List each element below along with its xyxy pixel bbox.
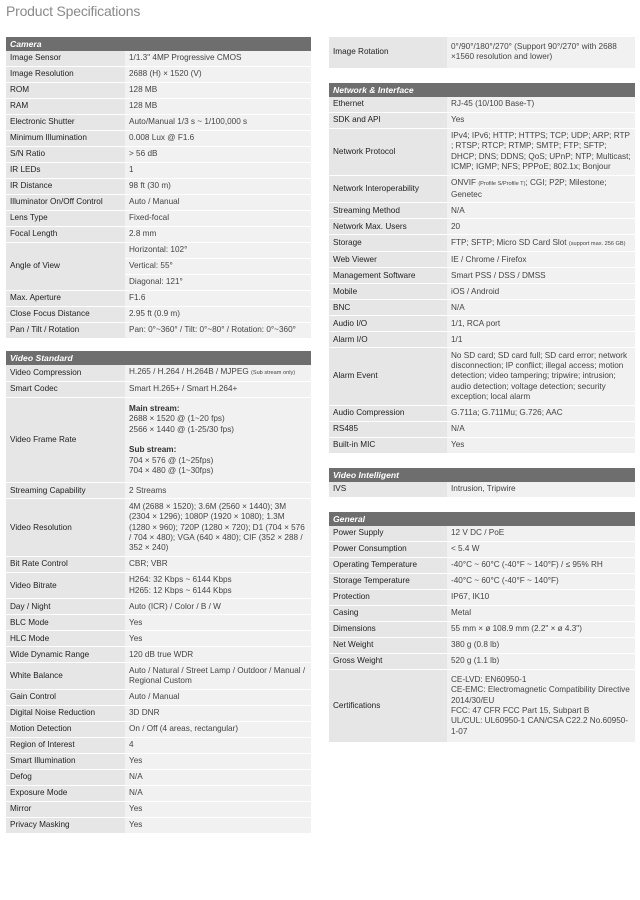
- spec-key: Dimensions: [329, 621, 447, 637]
- spec-row-dimensions: [329, 621, 635, 637]
- spec-row-day-night: [6, 599, 311, 615]
- spec-row-angle-of-view: [6, 243, 311, 291]
- spec-row-rs485: [329, 421, 635, 437]
- spec-value: Yes: [125, 801, 311, 817]
- general-section: [329, 512, 635, 743]
- spec-key: Smart Illumination: [6, 753, 125, 769]
- spec-value: 380 g (0.8 lb): [447, 637, 635, 653]
- spec-key: Built-in MIC: [329, 437, 447, 453]
- spec-row-network-max-users: [329, 219, 635, 235]
- spec-key: Gain Control: [6, 689, 125, 705]
- spec-key: Close Focus Distance: [6, 307, 125, 323]
- spec-value: Metal: [447, 605, 635, 621]
- spec-note: (Sub stream only): [250, 370, 296, 377]
- spec-row-management-software: [329, 268, 635, 284]
- spec-value: 2566 × 1440 @ (1-25/30 fps): [129, 424, 235, 434]
- spec-key: Minimum Illumination: [6, 131, 125, 147]
- camera-table: [6, 51, 311, 339]
- spec-value: N/A: [447, 300, 635, 316]
- spec-row-lens-type: [6, 211, 311, 227]
- spec-value: ONVIF: [451, 178, 477, 188]
- spec-value: H264: 32 Kbps ~ 6144 Kbps: [129, 575, 232, 585]
- spec-key: Illuminator On/Off Control: [6, 195, 125, 211]
- spec-row-hlc-mode: [6, 631, 311, 647]
- network-table: [329, 97, 635, 454]
- spec-value: 128 MB: [125, 99, 311, 115]
- spec-key: Smart Codec: [6, 382, 125, 398]
- spec-value: 2.8 mm: [125, 227, 311, 243]
- spec-key: Max. Aperture: [6, 291, 125, 307]
- spec-row-built-in-mic: [329, 437, 635, 453]
- spec-value: iOS / Android: [447, 284, 635, 300]
- video-intelligent-table: [329, 482, 635, 498]
- spec-key: BNC: [329, 300, 447, 316]
- spec-row-streaming-method: [329, 203, 635, 219]
- spec-value: IP67, IK10: [447, 589, 635, 605]
- spec-row-image-resolution: [6, 67, 311, 83]
- image-rotation-section: [329, 37, 635, 69]
- spec-key: Electronic Shutter: [6, 115, 125, 131]
- spec-row-minimum-illumination: [6, 131, 311, 147]
- spec-value: FTP; SFTP; Micro SD Card Slot: [451, 237, 567, 247]
- spec-value: UL/CUL: UL60950-1 CAN/CSA C22.2 No.60950-1-07: [451, 716, 629, 736]
- spec-key: Mirror: [6, 801, 125, 817]
- spec-row-image-rotation: [329, 37, 635, 68]
- spec-value: Horizontal: 102°: [125, 243, 311, 259]
- spec-value: RJ-45 (10/100 Base-T): [447, 97, 635, 113]
- spec-row-max-aperture: [6, 291, 311, 307]
- spec-row-gross-weight: [329, 653, 635, 669]
- spec-value: 4M (2688 × 1520); 3.6M (2560 × 1440); 3M (2304 × 1296); 1080P (1920 × 1080); 1.3M (1280 × 960); 720P (1280 × 720); D1 (704 × 576 / 704 × 480); VGA (640 × 480); CIF (352 × 288 / 352 × 240): [125, 499, 311, 557]
- spec-key: Bit Rate Control: [6, 557, 125, 573]
- spec-row-illuminator-on-off-control: [6, 195, 311, 211]
- spec-row-wide-dynamic-range: [6, 647, 311, 663]
- spec-value: Yes: [125, 631, 311, 647]
- spec-note: (support max. 256 GB): [568, 240, 626, 247]
- spec-value: H.265 / H.264 / H.264B / MJPEG: [129, 367, 249, 377]
- spec-value: CE-LVD: EN60950-1: [451, 674, 527, 684]
- spec-value: 704 × 480 @ (1~30fps): [129, 466, 214, 476]
- spec-row-alarm-i-o: [329, 332, 635, 348]
- section-heading-video-standard: Video Standard: [6, 351, 311, 365]
- spec-value: 1/1: [447, 332, 635, 348]
- video-standard-section: [6, 351, 311, 834]
- spec-key: Alarm I/O: [329, 332, 447, 348]
- right-column: [329, 37, 635, 757]
- spec-row-ram: [6, 99, 311, 115]
- spec-key: White Balance: [6, 663, 125, 689]
- spec-key: Image Rotation: [329, 37, 447, 68]
- video-standard-table: [6, 365, 311, 834]
- spec-key: RAM: [6, 99, 125, 115]
- spec-row-network-interoperability: [329, 175, 635, 202]
- spec-value: Auto / Manual: [125, 689, 311, 705]
- spec-value: G.711a; G.711Mu; G.726; AAC: [447, 405, 635, 421]
- spec-value: Auto (ICR) / Color / B / W: [125, 599, 311, 615]
- spec-row-ethernet: [329, 97, 635, 113]
- spec-value: IPv4; IPv6; HTTP; HTTPS; TCP; UDP; ARP; RTP ; RTSP; RTCP; RTMP; SMTP; FTP; SFTP; DHCP; DNS; DDNS; QoS; UPnP; NTP; Multicast; ICMP; IGMP; NFS; PPPoE; 802.1x; Bonjour: [447, 128, 635, 175]
- spec-row-ir-leds: [6, 163, 311, 179]
- spec-value: > 56 dB: [125, 147, 311, 163]
- spec-key: Alarm Event: [329, 348, 447, 406]
- spec-note: (Profile S/Profile T): [478, 181, 526, 188]
- spec-key: Motion Detection: [6, 721, 125, 737]
- spec-value: Auto/Manual 1/3 s ~ 1/100,000 s: [125, 115, 311, 131]
- video-intelligent-section: [329, 468, 635, 498]
- spec-value: CBR; VBR: [125, 557, 311, 573]
- spec-value: 3D DNR: [125, 705, 311, 721]
- spec-key: Operating Temperature: [329, 557, 447, 573]
- spec-value: Intrusion, Tripwire: [447, 482, 635, 498]
- spec-row-net-weight: [329, 637, 635, 653]
- spec-row-video-bitrate: [6, 573, 311, 599]
- spec-key: SDK and API: [329, 112, 447, 128]
- spec-row-alarm-event: [329, 348, 635, 406]
- spec-key: Privacy Masking: [6, 817, 125, 833]
- spec-key: Defog: [6, 769, 125, 785]
- spec-key: IR Distance: [6, 179, 125, 195]
- spec-key: Video Frame Rate: [6, 398, 125, 483]
- spec-value: Auto / Manual: [125, 195, 311, 211]
- spec-row-image-sensor: [6, 51, 311, 67]
- spec-row-gain-control: [6, 689, 311, 705]
- spec-value: Yes: [125, 615, 311, 631]
- section-heading-network: Network & Interface: [329, 83, 635, 97]
- spec-row-privacy-masking: [6, 817, 311, 833]
- spec-key: Casing: [329, 605, 447, 621]
- spec-value: 1/1.3" 4MP Progressive CMOS: [125, 51, 311, 67]
- spec-row-focal-length: [6, 227, 311, 243]
- spec-row-video-compression: [6, 365, 311, 382]
- spec-key: Image Resolution: [6, 67, 125, 83]
- spec-key: Storage: [329, 235, 447, 252]
- spec-row-protection: [329, 589, 635, 605]
- spec-key: Streaming Method: [329, 203, 447, 219]
- spec-key: Pan / Tilt / Rotation: [6, 323, 125, 339]
- spec-row-electronic-shutter: [6, 115, 311, 131]
- spec-value: 12 V DC / PoE: [447, 526, 635, 542]
- spec-key: Storage Temperature: [329, 573, 447, 589]
- spec-key: Image Sensor: [6, 51, 125, 67]
- spec-row-audio-i-o: [329, 316, 635, 332]
- spec-key: Management Software: [329, 268, 447, 284]
- spec-row-rom: [6, 83, 311, 99]
- spec-value: Pan: 0°~360° / Tilt: 0°~80° / Rotation: 0°~360°: [125, 323, 311, 339]
- spec-value: 2 Streams: [125, 483, 311, 499]
- spec-row-bnc: [329, 300, 635, 316]
- spec-value: 2.95 ft (0.9 m): [125, 307, 311, 323]
- spec-value: N/A: [125, 785, 311, 801]
- spec-key: Digital Noise Reduction: [6, 705, 125, 721]
- spec-row-digital-noise-reduction: [6, 705, 311, 721]
- spec-value: 1/1, RCA port: [447, 316, 635, 332]
- spec-value: Fixed-focal: [125, 211, 311, 227]
- spec-value: H265: 12 Kbps ~ 6144 Kbps: [129, 585, 232, 595]
- spec-key: Angle of View: [6, 243, 125, 291]
- image-rotation-table: [329, 37, 635, 69]
- section-heading-camera: Camera: [6, 37, 311, 51]
- spec-row-operating-temperature: [329, 557, 635, 573]
- spec-row-mirror: [6, 801, 311, 817]
- spec-key: Certifications: [329, 669, 447, 742]
- spec-row-white-balance: [6, 663, 311, 689]
- spec-value: -40°C ~ 60°C (-40°F ~ 140°F) / ≤ 95% RH: [447, 557, 635, 573]
- spec-row-network-protocol: [329, 128, 635, 175]
- spec-key: Day / Night: [6, 599, 125, 615]
- spec-value: ; CGI; P2P; Milestone; Genetec: [451, 178, 607, 199]
- spec-value: 128 MB: [125, 83, 311, 99]
- sub-stream-label: Sub stream:: [129, 445, 177, 455]
- spec-value: 0°/90°/180°/270° (Support 90°/270° with 2688 ×1560 resolution and lower): [447, 37, 635, 68]
- spec-value: -40°C ~ 60°C (-40°F ~ 140°F): [447, 573, 635, 589]
- spec-value: 704 × 576 @ (1~25fps): [129, 455, 214, 465]
- spec-value: N/A: [447, 203, 635, 219]
- spec-row-pan-tilt-rotation: [6, 323, 311, 339]
- spec-key: Lens Type: [6, 211, 125, 227]
- spec-key: Audio Compression: [329, 405, 447, 421]
- spec-key: Mobile: [329, 284, 447, 300]
- spec-value: 55 mm × ø 108.9 mm (2.2" × ø 4.3"): [447, 621, 635, 637]
- spec-value: Auto / Natural / Street Lamp / Outdoor / Manual / Regional Custom: [125, 663, 311, 689]
- spec-key: Web Viewer: [329, 252, 447, 268]
- spec-row-audio-compression: [329, 405, 635, 421]
- spec-value: Smart PSS / DSS / DMSS: [447, 268, 635, 284]
- spec-row-smart-illumination: [6, 753, 311, 769]
- spec-key: Network Max. Users: [329, 219, 447, 235]
- spec-key: Network Interoperability: [329, 175, 447, 202]
- spec-key: Audio I/O: [329, 316, 447, 332]
- spec-row-bit-rate-control: [6, 557, 311, 573]
- spec-key: Wide Dynamic Range: [6, 647, 125, 663]
- spec-key: Protection: [329, 589, 447, 605]
- spec-row-exposure-mode: [6, 785, 311, 801]
- spec-row-storage-temperature: [329, 573, 635, 589]
- spec-value: < 5.4 W: [447, 541, 635, 557]
- spec-row-smart-codec: [6, 382, 311, 398]
- spec-value: IE / Chrome / Firefox: [447, 252, 635, 268]
- section-heading-video-intelligent: Video Intelligent: [329, 468, 635, 482]
- spec-row-blc-mode: [6, 615, 311, 631]
- spec-row-casing: [329, 605, 635, 621]
- spec-row-defog: [6, 769, 311, 785]
- spec-row-storage: [329, 235, 635, 252]
- spec-row-power-consumption: [329, 541, 635, 557]
- spec-value: 2688 × 1520 @ (1~20 fps): [129, 414, 225, 424]
- spec-row-certifications: [329, 669, 635, 742]
- spec-value: 0.008 Lux @ F1.6: [125, 131, 311, 147]
- spec-row-video-frame-rate: [6, 398, 311, 483]
- spec-row-motion-detection: [6, 721, 311, 737]
- spec-value: Yes: [447, 112, 635, 128]
- spec-key: Ethernet: [329, 97, 447, 113]
- spec-value: 20: [447, 219, 635, 235]
- spec-value: FCC: 47 CFR FCC Part 15, Subpart B: [451, 706, 590, 716]
- spec-value: On / Off (4 areas, rectangular): [125, 721, 311, 737]
- spec-key: Power Consumption: [329, 541, 447, 557]
- spec-key: RS485: [329, 421, 447, 437]
- spec-key: Video Compression: [6, 365, 125, 382]
- general-table: [329, 526, 635, 743]
- spec-key: Region of Interest: [6, 737, 125, 753]
- spec-value: Vertical: 55°: [125, 259, 311, 275]
- spec-row-mobile: [329, 284, 635, 300]
- spec-value: N/A: [447, 421, 635, 437]
- camera-section: [6, 37, 311, 339]
- spec-value: 2688 (H) × 1520 (V): [125, 67, 311, 83]
- spec-key: HLC Mode: [6, 631, 125, 647]
- spec-key: Gross Weight: [329, 653, 447, 669]
- spec-key: Streaming Capability: [6, 483, 125, 499]
- spec-row-streaming-capability: [6, 483, 311, 499]
- spec-value: Diagonal: 121°: [129, 277, 183, 287]
- spec-value: Smart H.265+ / Smart H.264+: [125, 382, 311, 398]
- spec-key: IVS: [329, 482, 447, 498]
- spec-value: 520 g (1.1 lb): [447, 653, 635, 669]
- spec-key: Video Resolution: [6, 499, 125, 557]
- spec-key: Focal Length: [6, 227, 125, 243]
- spec-row-video-resolution: [6, 499, 311, 557]
- spec-key: Power Supply: [329, 526, 447, 542]
- spec-key: BLC Mode: [6, 615, 125, 631]
- spec-row-region-of-interest: [6, 737, 311, 753]
- spec-value: CE-EMC: Electromagnetic Compatibility Directive 2014/30/EU: [451, 685, 630, 705]
- spec-row-sdk-and-api: [329, 112, 635, 128]
- spec-value: 4: [125, 737, 311, 753]
- spec-value: N/A: [125, 769, 311, 785]
- spec-key: Network Protocol: [329, 128, 447, 175]
- spec-value: No SD card; SD card full; SD card error; network disconnection; IP conflict; illegal access; motion detection; video tampering; tripwire; intrusion; audio detection; voltage detection; security exception; local alarm: [447, 348, 635, 406]
- spec-key: S/N Ratio: [6, 147, 125, 163]
- spec-row-web-viewer: [329, 252, 635, 268]
- spec-value: 1: [125, 163, 311, 179]
- spec-value: 98 ft (30 m): [125, 179, 311, 195]
- spec-row-s-n-ratio: [6, 147, 311, 163]
- spec-value: 120 dB true WDR: [125, 647, 311, 663]
- spec-key: IR LEDs: [6, 163, 125, 179]
- spec-value: Yes: [125, 817, 311, 833]
- spec-row-ivs: [329, 482, 635, 498]
- spec-row-power-supply: [329, 526, 635, 542]
- spec-key: Net Weight: [329, 637, 447, 653]
- spec-value: F1.6: [125, 291, 311, 307]
- spec-row-ir-distance: [6, 179, 311, 195]
- spec-row-close-focus-distance: [6, 307, 311, 323]
- left-column: [6, 37, 311, 848]
- network-section: [329, 83, 635, 454]
- spec-key: Video Bitrate: [6, 573, 125, 599]
- spec-key: ROM: [6, 83, 125, 99]
- main-stream-label: Main stream:: [129, 404, 180, 413]
- spec-key: Exposure Mode: [6, 785, 125, 801]
- section-heading-general: General: [329, 512, 635, 526]
- spec-value: Yes: [447, 437, 635, 453]
- page-title: Product Specifications: [6, 3, 141, 19]
- spec-value: Yes: [125, 753, 311, 769]
